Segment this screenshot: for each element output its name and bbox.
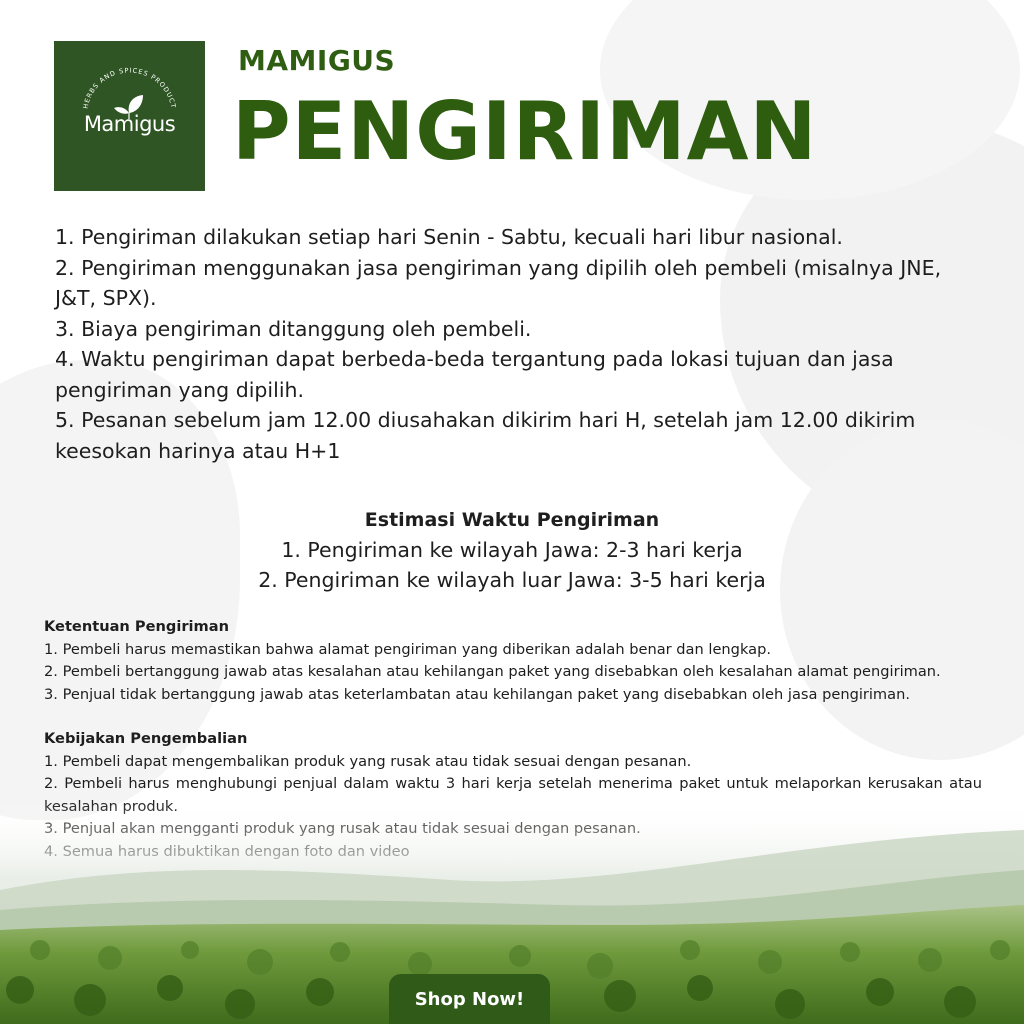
returns-title: Kebijakan Pengembalian	[44, 730, 248, 747]
mamigus-logo	[54, 41, 205, 191]
rule-item: 3. Biaya pengiriman ditanggung oleh pembeli.	[55, 316, 532, 341]
terms-title: Ketentuan Pengiriman	[44, 618, 229, 635]
rule-item: 4. Waktu pengiriman dapat berbeda-beda tergantung pada lokasi tujuan dan jasa pengiriman yang dipilih.	[55, 347, 894, 402]
shop-now-button[interactable]: Shop Now!	[389, 974, 550, 1024]
estimate-item: 2. Pengiriman ke wilayah luar Jawa: 3-5 hari kerja	[258, 568, 766, 592]
rule-item: 2. Pengiriman menggunakan jasa pengiriman yang dipilih oleh pembeli (misalnya JNE, J&T, SPX).	[55, 255, 942, 310]
logo-wordmark: Mamigus	[83, 112, 176, 136]
brand-name: MAMIGUS	[238, 44, 396, 77]
returns-item: 1. Pembeli dapat mengembalikan produk yang rusak atau tidak sesuai dengan pesanan.	[44, 752, 692, 770]
shipping-rules-list	[55, 222, 985, 466]
estimate-title: Estimasi Waktu Pengiriman	[364, 509, 660, 531]
terms-item: 3. Penjual tidak bertanggung jawab atas keterlambatan atau kehilangan paket yang disebabkan oleh jasa pengiriman.	[44, 685, 910, 703]
rule-item: 5. Pesanan sebelum jam 12.00 diusahakan dikirim hari H, setelah jam 12.00 dikirim keesokan harinya atau H+1	[55, 408, 916, 463]
page-title: PENGIRIMAN	[232, 85, 818, 178]
estimate-item: 1. Pengiriman ke wilayah Jawa: 2-3 hari kerja	[281, 538, 743, 562]
shipping-estimate	[0, 505, 1024, 595]
svg-text:HERBS AND SPICES PRODUCT: HERBS AND SPICES PRODUCT	[81, 66, 178, 110]
returns-item: 2. Pembeli harus menghubungi penjual dalam waktu 3 hari kerja setelah menerima paket untuk melaporkan kerusakan atau	[44, 775, 982, 792]
terms-item: 1. Pembeli harus memastikan bahwa alamat pengiriman yang diberikan adalah benar dan lengkap.	[44, 640, 771, 658]
rule-item: 1. Pengiriman dilakukan setiap hari Senin - Sabtu, kecuali hari libur nasional.	[55, 225, 843, 249]
terms-item: 2. Pembeli bertanggung jawab atas kesalahan atau kehilangan paket yang disebabkan oleh kesalahan alamat pengiriman.	[44, 663, 941, 680]
